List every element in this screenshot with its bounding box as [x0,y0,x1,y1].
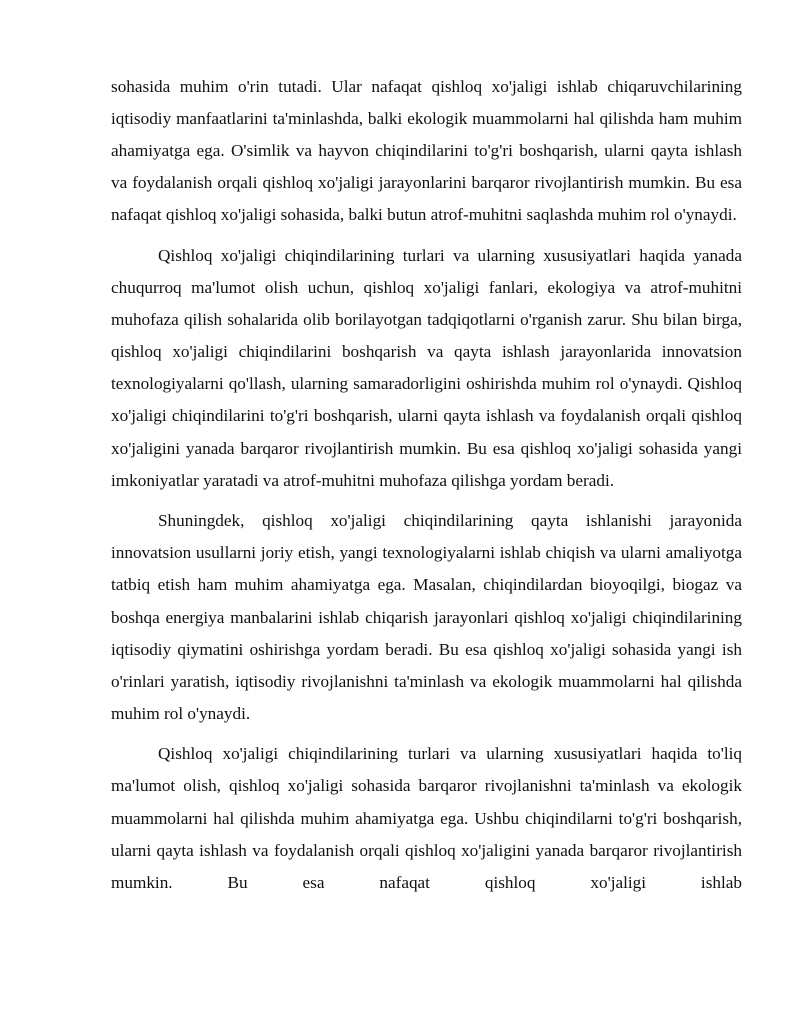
paragraph-3: Shuningdek, qishloq xo'jaligi chiqindilarining qayta ishlanishi jarayonida innovatsion usullarni joriy etish, yangi texnologiyalarni ishlab chiqish va ularni amaliyotga tatbiq etish ham muhim ahamiyatga ega. Masalan, chiqindilardan bioyoqilgi, biogaz va boshqa energiya manbalarini ishlab chiqarish jarayonlari qishloq xo'jaligi chiqindilarining iqtisodiy qiymatini oshirishga yordam beradi. Bu esa qishloq xo'jaligi sohasida yangi ish o'rinlari yaratish, iqtisodiy rivojlanishni ta'minlash va ekologik muammolarni hal qilishda muhim rol o'ynaydi. [111,511,742,723]
document-page [111,71,742,899]
paragraph-1: sohasida muhim o'rin tutadi. Ular nafaqat qishloq xo'jaligi ishlab chiqaruvchilarining iqtisodiy manfaatlarini ta'minlashda, balki ekologik muammolarni hal qilishda ham muhim ahamiyatga ega. O'simlik va hayvon chiqindilarini to'g'ri boshqarish, ularni qayta ishlash va foydalanish orqali qishloq xo'jaligi jarayonlarini barqaror rivojlantirish mumkin. Bu esa nafaqat qishloq xo'jaligi sohasida, balki butun atrof-muhitni saqlashda muhim rol o'ynaydi. [111,77,742,225]
paragraph-2: Qishloq xo'jaligi chiqindilarining turlari va ularning xususiyatlari haqida yanada chuqurroq ma'lumot olish uchun, qishloq xo'jaligi fanlari, ekologiya va atrof-muhitni muhofaza qilish sohalarida olib borilayotgan tadqiqotlarni o'rganish zarur. Shu bilan birga, qishloq xo'jaligi chiqindilarini boshqarish va qayta ishlash jarayonlarida innovatsion texnologiyalarni qo'llash, ularning samaradorligini oshirishda muhim rol o'ynaydi. Qishloq xo'jaligi chiqindilarini to'g'ri boshqarish, ularni qayta ishlash va foydalanish orqali qishloq xo'jaligini yanada barqaror rivojlantirish mumkin. Bu esa qishloq xo'jaligi sohasida yangi imkoniyatlar yaratadi va atrof-muhitni muhofaza qilishga yordam beradi. [111,245,742,490]
paragraph-4: Qishloq xo'jaligi chiqindilarining turlari va ularning xususiyatlari haqida to'liq ma'lumot olish, qishloq xo'jaligi sohasida barqaror rivojlanishni ta'minlash va ekologik muammolarni hal qilishda muhim ahamiyatga ega. Ushbu chiqindilarni to'g'ri boshqarish, ularni qayta ishlash va foydalanish orqali qishloq xo'jaligini yanada barqaror rivojlantirish mumkin. Bu esa nafaqat qishloq xo'jaligi ishlab [111,744,742,892]
